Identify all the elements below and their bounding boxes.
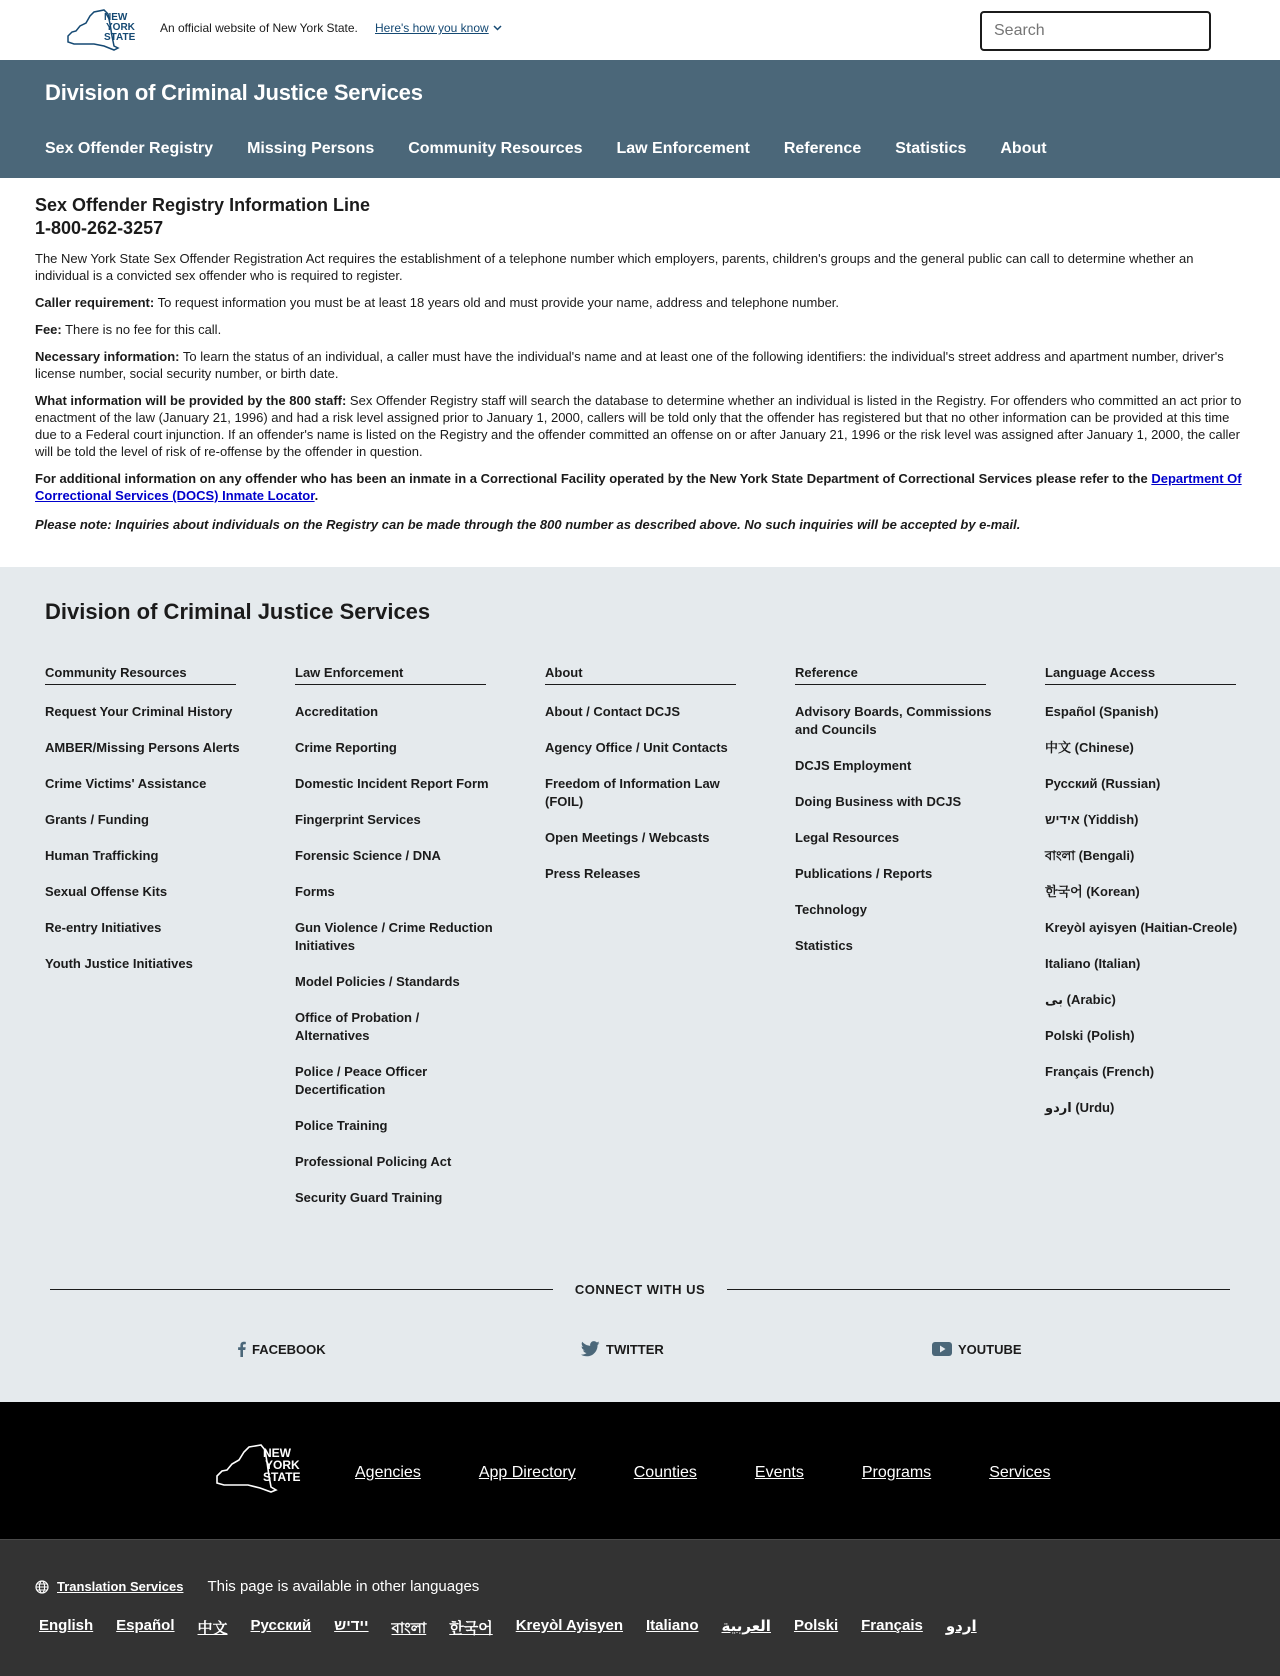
footer-link[interactable]: Forensic Science / DNA <box>295 848 441 863</box>
global-footer-nav <box>355 1464 1109 1482</box>
intro-paragraph: The New York State Sex Offender Registration Act requires the establishment of a telephone number which employers, parents, children's groups and the general public can call to determine whether an individual is a convicted sex offender who is required to register. <box>35 251 1194 283</box>
main-nav <box>45 140 1081 158</box>
footer-col-language-access <box>1045 665 1280 1225</box>
translation-bar <box>0 1539 1280 1676</box>
necessary-paragraph <box>35 348 1245 382</box>
nav-sex-offender-registry[interactable]: Sex Offender Registry <box>45 140 214 157</box>
global-footer <box>0 1402 1280 1539</box>
logo-line1: NEW <box>104 12 128 23</box>
global-link-counties[interactable]: Counties <box>633 1464 697 1481</box>
footer-link[interactable]: AMBER/Missing Persons Alerts <box>45 740 240 755</box>
footer-link[interactable]: বাংলা (Bengali) <box>1045 848 1135 863</box>
lang-link[interactable]: English <box>39 1617 94 1634</box>
caller-text: To request information you must be at least 18 years old and must provide your name, address and telephone number. <box>154 295 840 310</box>
footer-link[interactable]: Polski (Polish) <box>1045 1028 1135 1043</box>
language-links <box>39 1617 1000 1642</box>
footer-link[interactable]: Gun Violence / Crime Reduction Initiatives <box>295 920 493 953</box>
footer-link[interactable]: Domestic Incident Report Form <box>295 776 489 791</box>
facebook-link[interactable] <box>237 1341 326 1357</box>
agency-title[interactable]: Division of Criminal Justice Services <box>45 80 423 105</box>
footer-link[interactable]: Español (Spanish) <box>1045 704 1159 719</box>
facebook-label: FACEBOOK <box>252 1341 326 1357</box>
youtube-icon <box>932 1341 952 1357</box>
footer-link[interactable]: Statistics <box>795 938 853 953</box>
how-you-know-link[interactable] <box>375 21 502 35</box>
logo-line3: STATE <box>263 1470 301 1484</box>
footer-link[interactable]: Police Training <box>295 1118 388 1133</box>
lang-link[interactable]: 한국어 <box>449 1620 493 1637</box>
logo-line2: YORK <box>106 22 135 33</box>
page-title-phone: 1-800-262-3257 <box>35 218 164 238</box>
search-input[interactable] <box>982 13 1211 49</box>
main-content <box>0 178 1280 567</box>
lang-link[interactable]: বাংলা <box>391 1620 427 1637</box>
additional-text: For additional information on any offender who has been an inmate in a Correctional Facility operated by the New York State Department of Correctional Services please refer to the <box>35 471 1152 486</box>
lang-link[interactable]: Français <box>861 1617 923 1634</box>
footer-col-heading: Reference <box>795 665 986 685</box>
footer-link[interactable]: Agency Office / Unit Contacts <box>545 740 728 755</box>
twitter-icon <box>581 1341 600 1357</box>
logo-line3: STATE <box>104 32 136 43</box>
lang-link[interactable]: Polski <box>793 1617 839 1634</box>
youtube-link[interactable] <box>932 1341 1022 1357</box>
page-title <box>35 194 1245 240</box>
footer-link[interactable]: Press Releases <box>545 866 641 881</box>
nys-logo-icon[interactable] <box>213 1440 305 1496</box>
footer-link[interactable]: Office of Probation / Alternatives <box>295 1010 420 1043</box>
chevron-down-icon <box>493 25 502 31</box>
twitter-link[interactable] <box>581 1341 664 1357</box>
official-website-text: An official website of New York State. <box>160 21 358 35</box>
footer-link[interactable]: Italiano (Italian) <box>1045 956 1141 971</box>
please-note: Please note: Inquiries about individuals on the Registry can be made through the 800 number as described above. No such inquiries will be accepted by e-mail. <box>35 517 1021 532</box>
footer-link[interactable]: Doing Business with DCJS <box>795 794 962 809</box>
footer-link[interactable]: Legal Resources <box>795 830 900 845</box>
lang-link[interactable]: Kreyòl Ayisyen <box>515 1617 623 1634</box>
agency-header <box>0 60 1280 178</box>
footer-link[interactable]: Open Meetings / Webcasts <box>545 830 710 845</box>
logo-line1: NEW <box>263 1446 291 1460</box>
provided-text: Sex Offender Registry staff will search the database to determine whether an individual is listed in the Registry. For offenders who committed an act prior to enactment of the law (January 21, 1996) and had a risk level assigned prior to January 1, 2000, callers will be told only that the offender has registered but that no other information can be provided at this time due to a Federal court injunction. If an offender's name is listed on the Registry and the offender committed an offense on or after January 21, 1996 or the risk level was assigned after January 1, 2000, the caller will be told the level of risk of re-offense by the offender in question. <box>35 393 1242 459</box>
fee-text: There is no fee for this call. <box>61 322 222 337</box>
footer-link[interactable]: Crime Reporting <box>295 740 397 755</box>
divider-line <box>50 1289 553 1290</box>
page-title-line1: Sex Offender Registry Information Line <box>35 195 371 215</box>
footer-link[interactable]: Professional Policing Act <box>295 1154 452 1169</box>
footer-link[interactable]: Publications / Reports <box>795 866 933 881</box>
footer-link[interactable]: بی (Arabic) <box>1045 992 1116 1007</box>
caller-paragraph <box>35 294 1245 311</box>
footer-col-reference <box>795 665 1045 1225</box>
footer-link[interactable]: Crime Victims' Assistance <box>45 776 207 791</box>
twitter-label: TWITTER <box>606 1341 664 1357</box>
provided-paragraph <box>35 392 1245 460</box>
footer-link[interactable]: 中文 (Chinese) <box>1045 740 1134 755</box>
nav-reference[interactable]: Reference <box>783 140 862 157</box>
translation-services-link[interactable]: Translation Services <box>57 1579 184 1594</box>
nav-law-enforcement[interactable]: Law Enforcement <box>616 140 750 157</box>
global-link-events[interactable]: Events <box>754 1464 804 1481</box>
footer-link[interactable]: Request Your Criminal History <box>45 704 233 719</box>
how-you-know-label: Here's how you know <box>375 21 489 35</box>
facebook-icon <box>237 1341 246 1357</box>
nys-logo-icon[interactable] <box>64 6 142 54</box>
globe-icon <box>35 1580 49 1594</box>
footer-link[interactable]: Fingerprint Services <box>295 812 421 827</box>
footer-link[interactable]: 한국어 (Korean) <box>1045 884 1140 899</box>
lang-link[interactable]: Español <box>116 1617 175 1634</box>
footer-col-heading: Community Resources <box>45 665 236 685</box>
lang-link[interactable]: 中文 <box>197 1620 228 1637</box>
footer-link[interactable]: Re-entry Initiatives <box>45 920 162 935</box>
global-link-agencies[interactable]: Agencies <box>355 1464 421 1481</box>
footer-link[interactable]: Youth Justice Initiatives <box>45 956 193 971</box>
available-languages-text: This page is available in other languages <box>207 1578 480 1595</box>
youtube-label: YOUTUBE <box>958 1341 1022 1357</box>
footer-link[interactable]: Français (French) <box>1045 1064 1155 1079</box>
docs-inmate-locator-link[interactable]: Department Of Correctional Services (DOCS) Inmate Locator <box>35 471 1242 503</box>
footer-link[interactable]: About / Contact DCJS <box>545 704 681 719</box>
lang-link[interactable]: اردو <box>945 1618 977 1635</box>
footer-col-community <box>45 665 295 1225</box>
footer-col-about <box>545 665 795 1225</box>
lang-link[interactable]: العربية <box>721 1618 771 1635</box>
nav-community-resources[interactable]: Community Resources <box>408 140 583 157</box>
footer-link[interactable]: Freedom of Information Law (FOIL) <box>545 776 720 809</box>
lang-link[interactable]: Русский <box>250 1617 312 1634</box>
footer-link[interactable]: اردو (Urdu) <box>1045 1100 1115 1115</box>
provided-label: What information will be provided by the 800 staff: <box>35 393 347 408</box>
translation-header <box>35 1578 479 1595</box>
additional-paragraph <box>35 470 1245 504</box>
footer-link[interactable]: Grants / Funding <box>45 812 149 827</box>
nav-statistics[interactable]: Statistics <box>895 140 967 157</box>
footer-link[interactable]: DCJS Employment <box>795 758 912 773</box>
footer-link[interactable]: Advisory Boards, Commissions and Councils <box>795 704 992 737</box>
footer-link[interactable]: Forms <box>295 884 335 899</box>
footer-col-heading: About <box>545 665 736 685</box>
footer-link[interactable]: Security Guard Training <box>295 1190 443 1205</box>
universal-header <box>0 0 1280 60</box>
footer-title[interactable]: Division of Criminal Justice Services <box>45 599 431 624</box>
global-link-services[interactable]: Services <box>989 1464 1051 1481</box>
fee-paragraph <box>35 321 1245 338</box>
footer-link[interactable]: Human Trafficking <box>45 848 159 863</box>
global-link-programs[interactable]: Programs <box>861 1464 932 1481</box>
footer-col-law-enforcement <box>295 665 545 1225</box>
footer-link[interactable]: אידיש (Yiddish) <box>1045 812 1139 827</box>
necessary-text: To learn the status of an individual, a caller must have the individual's name and at least one of the following identifiers: the individual's street address and apartment number, driver's license number, social security number, or birth date. <box>35 349 1224 381</box>
footer-link[interactable]: Model Policies / Standards <box>295 974 460 989</box>
footer-link[interactable]: Sexual Offense Kits <box>45 884 168 899</box>
divider-line <box>727 1289 1230 1290</box>
lang-link[interactable]: Italiano <box>646 1617 699 1634</box>
footer-link[interactable]: Technology <box>795 902 867 917</box>
footer-link[interactable]: Русский (Russian) <box>1045 776 1161 791</box>
lang-link[interactable]: יידיש <box>334 1617 369 1634</box>
logo-line2: YORK <box>265 1458 300 1472</box>
caller-label: Caller requirement: <box>35 295 155 310</box>
footer-link[interactable]: Kreyòl ayisyen (Haitian-Creole) <box>1045 920 1238 935</box>
additional-period: . <box>314 488 319 503</box>
search-form <box>980 11 1211 51</box>
connect-label: CONNECT WITH US <box>574 1282 706 1297</box>
footer-link[interactable]: Accreditation <box>295 704 379 719</box>
connect-divider <box>50 1282 1230 1297</box>
nav-about[interactable]: About <box>1000 140 1047 157</box>
fee-label: Fee: <box>35 322 62 337</box>
nav-missing-persons[interactable]: Missing Persons <box>247 140 375 157</box>
footer-col-heading: Law Enforcement <box>295 665 486 685</box>
footer-columns <box>45 665 1280 1225</box>
global-link-app-directory[interactable]: App Directory <box>478 1464 576 1481</box>
footer-link[interactable]: Police / Peace Officer Decertification <box>295 1064 428 1097</box>
necessary-label: Necessary information: <box>35 349 180 364</box>
agency-footer <box>0 567 1280 1402</box>
footer-col-heading: Language Access <box>1045 665 1236 685</box>
